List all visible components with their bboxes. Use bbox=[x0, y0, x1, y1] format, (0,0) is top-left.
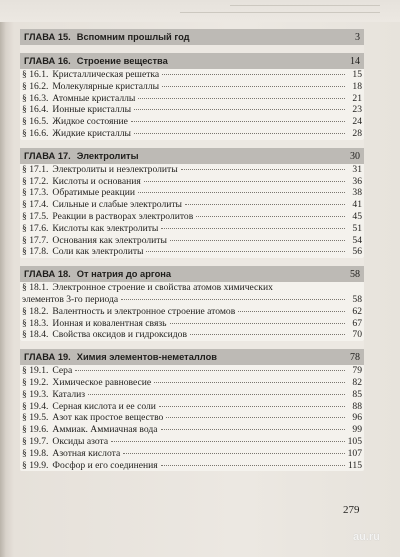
section-gap bbox=[20, 45, 364, 53]
chapter-title: Электролиты bbox=[76, 150, 139, 161]
entry-page: 21 bbox=[352, 92, 362, 104]
toc-entry[interactable] bbox=[20, 306, 364, 318]
table-of-contents bbox=[20, 29, 364, 471]
entry-page: 54 bbox=[352, 234, 362, 246]
dot-leader bbox=[161, 429, 345, 430]
entry-title: Катализ bbox=[52, 388, 86, 400]
entry-number: § 19.4. bbox=[22, 400, 49, 412]
dot-leader bbox=[75, 370, 345, 371]
toc-entry[interactable] bbox=[20, 176, 364, 188]
entry-number: § 19.7. bbox=[22, 435, 49, 447]
entry-page: 99 bbox=[352, 424, 362, 436]
toc-entry[interactable] bbox=[20, 211, 364, 223]
toc-entry[interactable] bbox=[20, 389, 364, 401]
entry-title: Азот как простое вещество bbox=[52, 412, 164, 424]
toc-entry[interactable] bbox=[20, 401, 364, 413]
chapter-page: 14 bbox=[350, 56, 360, 67]
toc-entry[interactable] bbox=[20, 81, 364, 93]
toc-entry[interactable] bbox=[20, 164, 364, 176]
entry-number: § 16.4. bbox=[22, 104, 49, 116]
entry-page: 115 bbox=[347, 459, 362, 471]
dot-leader bbox=[162, 86, 345, 87]
entry-page: 41 bbox=[352, 199, 362, 211]
entry-page: 18 bbox=[352, 80, 362, 92]
chapter-section bbox=[20, 53, 364, 140]
section-gap bbox=[20, 341, 364, 349]
entry-page: 31 bbox=[352, 163, 362, 175]
chapter-section bbox=[20, 349, 364, 471]
dot-leader bbox=[181, 169, 345, 170]
entry-title: Кристаллическая решетка bbox=[52, 69, 160, 80]
entry-page: 107 bbox=[347, 447, 362, 459]
entry-line-2 bbox=[22, 294, 362, 306]
entry-title: Ионные кристаллы bbox=[52, 104, 132, 116]
chapter-title: От натрия до аргона bbox=[76, 269, 172, 280]
chapter-heading[interactable] bbox=[20, 349, 364, 365]
chapter-section bbox=[20, 266, 364, 341]
entry-number: § 18.2. bbox=[22, 305, 49, 317]
toc-entry[interactable] bbox=[20, 235, 364, 247]
chapter-page: 58 bbox=[350, 269, 360, 281]
chapter-heading[interactable] bbox=[20, 148, 364, 164]
entry-title: Кислоты и основания bbox=[52, 175, 141, 187]
dot-leader bbox=[138, 192, 345, 193]
chapter-title-wrap bbox=[24, 349, 350, 365]
entry-page: 15 bbox=[352, 69, 362, 80]
entry-page: 58 bbox=[352, 293, 362, 305]
dot-leader bbox=[161, 228, 345, 229]
dot-leader bbox=[111, 441, 345, 442]
entry-page: 23 bbox=[352, 104, 362, 116]
dot-leader bbox=[170, 240, 345, 241]
entry-line-1 bbox=[22, 282, 362, 294]
entry-title: Кислоты как электролиты bbox=[52, 222, 159, 234]
entry-page: 36 bbox=[352, 175, 362, 187]
entry-number: § 17.6. bbox=[22, 222, 49, 234]
toc-entry[interactable] bbox=[20, 318, 364, 330]
chapter-heading[interactable] bbox=[20, 29, 364, 45]
chapter-label: ГЛАВА 18. bbox=[24, 269, 71, 280]
toc-entry[interactable] bbox=[20, 282, 364, 306]
dot-leader bbox=[123, 453, 344, 454]
chapter-title-wrap bbox=[24, 53, 350, 69]
entry-title: Основания как электролиты bbox=[52, 234, 167, 246]
toc-entry[interactable] bbox=[20, 104, 364, 116]
entry-title: Свойства оксидов и гидроксидов bbox=[52, 329, 188, 341]
dot-leader bbox=[162, 74, 345, 75]
entry-page: 105 bbox=[347, 435, 362, 447]
entry-title: Серная кислота и ее соли bbox=[52, 400, 156, 412]
dot-leader bbox=[131, 121, 345, 122]
toc-entry[interactable] bbox=[20, 128, 364, 140]
dot-leader bbox=[170, 323, 345, 324]
entry-page: 24 bbox=[352, 116, 362, 128]
chapter-label: ГЛАВА 16. bbox=[24, 56, 71, 66]
toc-entry[interactable] bbox=[20, 436, 364, 448]
entry-page: 88 bbox=[352, 400, 362, 412]
chapter-page: 78 bbox=[350, 352, 360, 364]
entry-title: Жидкое состояние bbox=[52, 116, 128, 128]
entry-number: § 17.1. bbox=[22, 163, 49, 175]
entry-title: Обратимые реакции bbox=[52, 187, 136, 199]
toc-entry[interactable] bbox=[20, 412, 364, 424]
toc-entry[interactable] bbox=[20, 223, 364, 235]
entry-title: Ионная и ковалентная связь bbox=[52, 317, 167, 329]
entry-page: 45 bbox=[352, 210, 362, 222]
dot-leader bbox=[238, 311, 345, 312]
entry-page: 79 bbox=[352, 365, 362, 377]
entry-title: Азотная кислота bbox=[52, 447, 121, 459]
chapter-title: Строение вещества bbox=[76, 56, 168, 66]
entry-number: § 17.4. bbox=[22, 199, 49, 211]
watermark: au.ru bbox=[353, 531, 380, 543]
chapter-label: ГЛАВА 17. bbox=[24, 150, 71, 161]
toc-entry[interactable] bbox=[20, 246, 364, 258]
entry-title: Соли как электролиты bbox=[52, 246, 144, 258]
entry-number: § 19.8. bbox=[22, 447, 49, 459]
dot-leader bbox=[121, 299, 345, 300]
dot-leader bbox=[166, 417, 345, 418]
entry-title: Сильные и слабые электролиты bbox=[52, 199, 183, 211]
dot-leader bbox=[159, 406, 345, 407]
bleed-text-line bbox=[230, 5, 380, 6]
chapter-title-wrap bbox=[24, 148, 350, 164]
entry-title-continued: элементов 3-го периода bbox=[22, 293, 119, 305]
bleed-text-line bbox=[180, 12, 380, 13]
entry-number: § 16.2. bbox=[22, 80, 49, 92]
dot-leader bbox=[88, 394, 345, 395]
entry-page: 38 bbox=[352, 187, 362, 199]
chapter-title-wrap bbox=[24, 29, 355, 45]
entry-number: § 19.9. bbox=[22, 459, 49, 471]
entry-number: § 18.4. bbox=[22, 329, 49, 341]
dot-leader bbox=[134, 109, 345, 110]
chapter-section bbox=[20, 148, 364, 258]
chapter-page: 3 bbox=[355, 32, 360, 43]
dot-leader bbox=[134, 133, 345, 134]
entry-number: § 16.5. bbox=[22, 116, 49, 128]
entry-number: § 19.1. bbox=[22, 365, 49, 377]
entry-page: 96 bbox=[352, 412, 362, 424]
toc-entry[interactable] bbox=[20, 187, 364, 199]
entry-number: § 17.5. bbox=[22, 210, 49, 222]
entry-page: 82 bbox=[352, 376, 362, 388]
entry-title: Реакции в растворах электролитов bbox=[52, 210, 194, 222]
entry-number: § 17.3. bbox=[22, 187, 49, 199]
toc-entry[interactable] bbox=[20, 329, 364, 341]
chapter-heading[interactable] bbox=[20, 53, 364, 69]
dot-leader bbox=[144, 181, 345, 182]
entry-title: Аммиак. Аммиачная вода bbox=[52, 424, 158, 436]
chapter-section bbox=[20, 29, 364, 45]
entry-number: § 17.8. bbox=[22, 246, 49, 258]
chapter-title: Вспомним прошлый год bbox=[76, 32, 190, 42]
dot-leader bbox=[138, 98, 345, 99]
dot-leader bbox=[161, 465, 345, 466]
dot-leader bbox=[185, 204, 345, 205]
toc-entry[interactable] bbox=[20, 424, 364, 436]
entry-number: § 18.1. bbox=[22, 282, 49, 294]
chapter-page: 30 bbox=[350, 150, 360, 162]
entry-title: Фосфор и его соединения bbox=[52, 459, 158, 471]
dot-leader bbox=[154, 382, 345, 383]
chapter-title: Химия элементов-неметаллов bbox=[76, 352, 217, 363]
entry-page: 28 bbox=[352, 127, 362, 139]
entry-page: 51 bbox=[352, 222, 362, 234]
page-number: 279 bbox=[343, 504, 360, 516]
toc-entry[interactable] bbox=[20, 69, 364, 81]
entry-page: 67 bbox=[352, 317, 362, 329]
entry-number: § 19.5. bbox=[22, 412, 49, 424]
entry-title: Жидкие кристаллы bbox=[52, 127, 131, 139]
dot-leader bbox=[190, 334, 345, 335]
previous-page-bleed bbox=[0, 0, 400, 22]
toc-entry[interactable] bbox=[20, 460, 364, 472]
entry-number: § 19.2. bbox=[22, 376, 49, 388]
section-gap bbox=[20, 140, 364, 148]
chapter-label: ГЛАВА 15. bbox=[24, 32, 71, 42]
toc-entry[interactable] bbox=[20, 199, 364, 211]
entry-number: § 19.3. bbox=[22, 388, 49, 400]
toc-entry[interactable] bbox=[20, 448, 364, 460]
entry-title: Валентность и электронное строение атомов bbox=[52, 305, 236, 317]
entry-title: Атомные кристаллы bbox=[52, 92, 136, 104]
toc-entry[interactable] bbox=[20, 365, 364, 377]
entry-title: Оксиды азота bbox=[52, 435, 109, 447]
entry-number: § 16.3. bbox=[22, 92, 49, 104]
entry-number: § 16.1. bbox=[22, 69, 49, 80]
dot-leader bbox=[196, 216, 345, 217]
entry-number: § 19.6. bbox=[22, 424, 49, 436]
entry-number: § 17.7. bbox=[22, 234, 49, 246]
entry-title: Сера bbox=[52, 365, 73, 377]
entry-page: 56 bbox=[352, 246, 362, 258]
entry-number: § 16.6. bbox=[22, 127, 49, 139]
toc-entry[interactable] bbox=[20, 116, 364, 128]
dot-leader bbox=[146, 251, 345, 252]
chapter-label: ГЛАВА 19. bbox=[24, 352, 71, 363]
chapter-heading[interactable] bbox=[20, 266, 364, 282]
entry-title: Химическое равновесие bbox=[52, 376, 152, 388]
entry-number: § 17.2. bbox=[22, 175, 49, 187]
chapter-title-wrap bbox=[24, 266, 350, 282]
section-gap bbox=[20, 258, 364, 266]
entry-page: 85 bbox=[352, 388, 362, 400]
entry-number: § 18.3. bbox=[22, 317, 49, 329]
entry-title: Электролиты и неэлектролиты bbox=[52, 163, 178, 175]
entry-title: Электронное строение и свойства атомов химических bbox=[52, 282, 273, 294]
toc-entry[interactable] bbox=[20, 93, 364, 105]
entry-title: Молекулярные кристаллы bbox=[52, 80, 160, 92]
toc-entry[interactable] bbox=[20, 377, 364, 389]
entry-page: 62 bbox=[352, 305, 362, 317]
entry-page: 70 bbox=[352, 329, 362, 341]
